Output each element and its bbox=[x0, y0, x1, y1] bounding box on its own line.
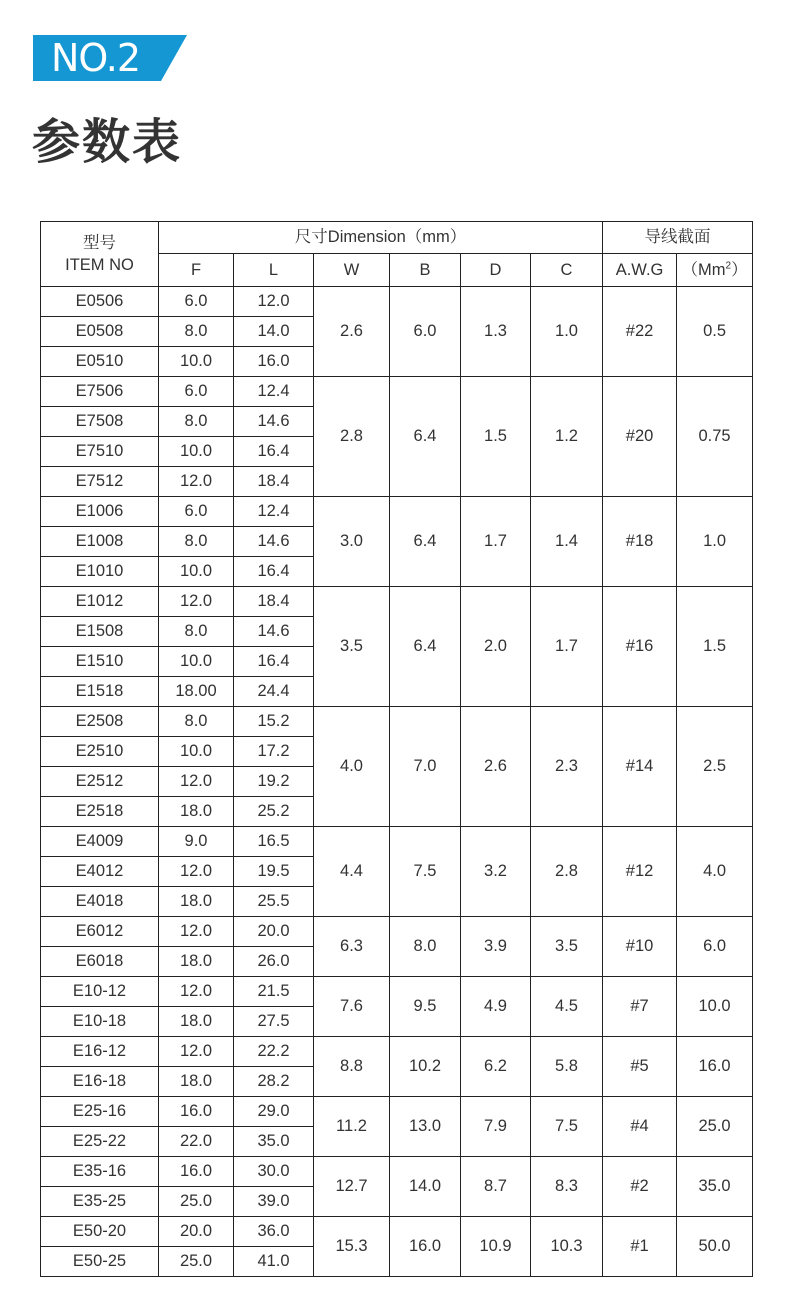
cell-d: 2.6 bbox=[461, 707, 531, 827]
cell-awg: #18 bbox=[603, 497, 677, 587]
cell-f: 12.0 bbox=[159, 467, 234, 497]
cell-d: 3.9 bbox=[461, 917, 531, 977]
cell-l: 35.0 bbox=[234, 1127, 314, 1157]
cell-item-no: E1518 bbox=[41, 677, 159, 707]
cell-mm2: 1.5 bbox=[677, 587, 753, 707]
cell-item-no: E1012 bbox=[41, 587, 159, 617]
cell-b: 9.5 bbox=[390, 977, 461, 1037]
cell-f: 10.0 bbox=[159, 737, 234, 767]
cell-f: 10.0 bbox=[159, 347, 234, 377]
cell-f: 12.0 bbox=[159, 917, 234, 947]
table-row bbox=[41, 827, 753, 857]
cell-item-no: E16-18 bbox=[41, 1067, 159, 1097]
table-row bbox=[41, 497, 753, 527]
page-title: 参数表 bbox=[32, 114, 183, 170]
cell-f: 8.0 bbox=[159, 527, 234, 557]
cell-f: 6.0 bbox=[159, 377, 234, 407]
cell-f: 12.0 bbox=[159, 767, 234, 797]
cell-awg: #1 bbox=[603, 1217, 677, 1277]
cell-f: 18.0 bbox=[159, 797, 234, 827]
cell-item-no: E7506 bbox=[41, 377, 159, 407]
cell-f: 18.0 bbox=[159, 1007, 234, 1037]
header-mm2-sup: 2 bbox=[725, 260, 732, 272]
cell-l: 21.5 bbox=[234, 977, 314, 1007]
cell-mm2: 25.0 bbox=[677, 1097, 753, 1157]
header-awg: A.W.G bbox=[603, 254, 677, 287]
cell-mm2: 35.0 bbox=[677, 1157, 753, 1217]
header-d: D bbox=[461, 254, 531, 287]
cell-w: 3.0 bbox=[314, 497, 390, 587]
cell-item-no: E0508 bbox=[41, 317, 159, 347]
table-row bbox=[41, 917, 753, 947]
cell-awg: #2 bbox=[603, 1157, 677, 1217]
cell-mm2: 50.0 bbox=[677, 1217, 753, 1277]
cell-awg: #7 bbox=[603, 977, 677, 1037]
cell-c: 3.5 bbox=[531, 917, 603, 977]
header-f: F bbox=[159, 254, 234, 287]
cell-item-no: E10-12 bbox=[41, 977, 159, 1007]
cell-c: 2.3 bbox=[531, 707, 603, 827]
cell-b: 6.4 bbox=[390, 377, 461, 497]
cell-f: 16.0 bbox=[159, 1157, 234, 1187]
section-badge bbox=[33, 35, 187, 81]
cell-item-no: E1008 bbox=[41, 527, 159, 557]
cell-w: 4.0 bbox=[314, 707, 390, 827]
cell-l: 29.0 bbox=[234, 1097, 314, 1127]
header-item-en: ITEM NO bbox=[65, 256, 134, 274]
cell-l: 16.5 bbox=[234, 827, 314, 857]
cell-item-no: E16-12 bbox=[41, 1037, 159, 1067]
cell-f: 25.0 bbox=[159, 1187, 234, 1217]
table-row bbox=[41, 377, 753, 407]
cell-c: 1.7 bbox=[531, 587, 603, 707]
cell-item-no: E4009 bbox=[41, 827, 159, 857]
cell-b: 6.4 bbox=[390, 587, 461, 707]
cell-l: 16.0 bbox=[234, 347, 314, 377]
cell-f: 20.0 bbox=[159, 1217, 234, 1247]
cell-b: 10.2 bbox=[390, 1037, 461, 1097]
cell-l: 14.0 bbox=[234, 317, 314, 347]
cell-item-no: E0510 bbox=[41, 347, 159, 377]
cell-l: 25.2 bbox=[234, 797, 314, 827]
cell-d: 7.9 bbox=[461, 1097, 531, 1157]
cell-l: 16.4 bbox=[234, 557, 314, 587]
cell-c: 1.4 bbox=[531, 497, 603, 587]
cell-awg: #20 bbox=[603, 377, 677, 497]
header-item-no bbox=[41, 222, 159, 287]
cell-mm2: 0.5 bbox=[677, 287, 753, 377]
cell-f: 6.0 bbox=[159, 287, 234, 317]
cell-awg: #10 bbox=[603, 917, 677, 977]
cell-f: 18.0 bbox=[159, 947, 234, 977]
cell-mm2: 6.0 bbox=[677, 917, 753, 977]
cell-awg: #12 bbox=[603, 827, 677, 917]
cell-l: 14.6 bbox=[234, 617, 314, 647]
cell-awg: #5 bbox=[603, 1037, 677, 1097]
cell-f: 8.0 bbox=[159, 407, 234, 437]
cell-l: 17.2 bbox=[234, 737, 314, 767]
cell-w: 6.3 bbox=[314, 917, 390, 977]
table-row bbox=[41, 1217, 753, 1247]
cell-d: 3.2 bbox=[461, 827, 531, 917]
cell-w: 2.8 bbox=[314, 377, 390, 497]
cell-d: 8.7 bbox=[461, 1157, 531, 1217]
cell-f: 22.0 bbox=[159, 1127, 234, 1157]
cell-l: 39.0 bbox=[234, 1187, 314, 1217]
cell-c: 8.3 bbox=[531, 1157, 603, 1217]
cell-item-no: E1006 bbox=[41, 497, 159, 527]
cell-l: 18.4 bbox=[234, 587, 314, 617]
cell-f: 8.0 bbox=[159, 617, 234, 647]
cell-c: 1.0 bbox=[531, 287, 603, 377]
cell-f: 18.0 bbox=[159, 1067, 234, 1097]
cell-w: 8.8 bbox=[314, 1037, 390, 1097]
cell-l: 16.4 bbox=[234, 437, 314, 467]
cell-c: 10.3 bbox=[531, 1217, 603, 1277]
cell-d: 1.7 bbox=[461, 497, 531, 587]
cell-item-no: E2508 bbox=[41, 707, 159, 737]
header-mm2-close: ） bbox=[731, 261, 748, 279]
cell-w: 7.6 bbox=[314, 977, 390, 1037]
cell-f: 10.0 bbox=[159, 557, 234, 587]
badge-label: NO.2 bbox=[51, 36, 141, 80]
cell-mm2: 2.5 bbox=[677, 707, 753, 827]
cell-l: 19.5 bbox=[234, 857, 314, 887]
cell-f: 18.0 bbox=[159, 887, 234, 917]
cell-c: 4.5 bbox=[531, 977, 603, 1037]
cell-l: 14.6 bbox=[234, 527, 314, 557]
table-row bbox=[41, 1097, 753, 1127]
cell-f: 8.0 bbox=[159, 707, 234, 737]
cell-w: 15.3 bbox=[314, 1217, 390, 1277]
cell-mm2: 10.0 bbox=[677, 977, 753, 1037]
cell-mm2: 16.0 bbox=[677, 1037, 753, 1097]
header-mm2 bbox=[677, 254, 753, 287]
cell-item-no: E6018 bbox=[41, 947, 159, 977]
cell-w: 4.4 bbox=[314, 827, 390, 917]
cell-f: 12.0 bbox=[159, 977, 234, 1007]
cell-awg: #22 bbox=[603, 287, 677, 377]
cell-l: 36.0 bbox=[234, 1217, 314, 1247]
cell-item-no: E0506 bbox=[41, 287, 159, 317]
cell-w: 12.7 bbox=[314, 1157, 390, 1217]
cell-f: 12.0 bbox=[159, 857, 234, 887]
cell-l: 19.2 bbox=[234, 767, 314, 797]
cell-l: 26.0 bbox=[234, 947, 314, 977]
cell-b: 6.4 bbox=[390, 497, 461, 587]
cell-item-no: E1510 bbox=[41, 647, 159, 677]
cell-mm2: 4.0 bbox=[677, 827, 753, 917]
cell-item-no: E1010 bbox=[41, 557, 159, 587]
cell-item-no: E35-25 bbox=[41, 1187, 159, 1217]
parameter-table bbox=[40, 221, 753, 1277]
cell-item-no: E25-16 bbox=[41, 1097, 159, 1127]
header-wire-section: 导线截面 bbox=[603, 222, 753, 254]
cell-f: 18.00 bbox=[159, 677, 234, 707]
cell-f: 10.0 bbox=[159, 647, 234, 677]
cell-item-no: E35-16 bbox=[41, 1157, 159, 1187]
cell-c: 2.8 bbox=[531, 827, 603, 917]
cell-item-no: E6012 bbox=[41, 917, 159, 947]
table-row bbox=[41, 707, 753, 737]
cell-awg: #16 bbox=[603, 587, 677, 707]
cell-l: 15.2 bbox=[234, 707, 314, 737]
table-row bbox=[41, 977, 753, 1007]
cell-item-no: E1508 bbox=[41, 617, 159, 647]
cell-b: 14.0 bbox=[390, 1157, 461, 1217]
cell-item-no: E50-25 bbox=[41, 1247, 159, 1277]
cell-b: 8.0 bbox=[390, 917, 461, 977]
cell-d: 6.2 bbox=[461, 1037, 531, 1097]
cell-item-no: E7510 bbox=[41, 437, 159, 467]
cell-item-no: E50-20 bbox=[41, 1217, 159, 1247]
cell-d: 4.9 bbox=[461, 977, 531, 1037]
cell-mm2: 0.75 bbox=[677, 377, 753, 497]
cell-item-no: E25-22 bbox=[41, 1127, 159, 1157]
cell-w: 11.2 bbox=[314, 1097, 390, 1157]
cell-f: 12.0 bbox=[159, 587, 234, 617]
cell-l: 22.2 bbox=[234, 1037, 314, 1067]
cell-d: 2.0 bbox=[461, 587, 531, 707]
cell-l: 41.0 bbox=[234, 1247, 314, 1277]
cell-b: 6.0 bbox=[390, 287, 461, 377]
cell-l: 18.4 bbox=[234, 467, 314, 497]
cell-l: 12.4 bbox=[234, 497, 314, 527]
cell-f: 16.0 bbox=[159, 1097, 234, 1127]
cell-f: 10.0 bbox=[159, 437, 234, 467]
cell-item-no: E7508 bbox=[41, 407, 159, 437]
table-body bbox=[41, 287, 753, 1277]
cell-d: 1.3 bbox=[461, 287, 531, 377]
cell-item-no: E2518 bbox=[41, 797, 159, 827]
cell-item-no: E10-18 bbox=[41, 1007, 159, 1037]
header-mm2-text: （Mm bbox=[681, 261, 726, 279]
cell-f: 12.0 bbox=[159, 1037, 234, 1067]
cell-d: 10.9 bbox=[461, 1217, 531, 1277]
header-item-cn: 型号 bbox=[83, 234, 116, 252]
cell-c: 7.5 bbox=[531, 1097, 603, 1157]
cell-l: 24.4 bbox=[234, 677, 314, 707]
cell-l: 27.5 bbox=[234, 1007, 314, 1037]
cell-f: 25.0 bbox=[159, 1247, 234, 1277]
header-l: L bbox=[234, 254, 314, 287]
cell-b: 7.5 bbox=[390, 827, 461, 917]
cell-item-no: E2512 bbox=[41, 767, 159, 797]
cell-c: 1.2 bbox=[531, 377, 603, 497]
cell-item-no: E2510 bbox=[41, 737, 159, 767]
cell-item-no: E7512 bbox=[41, 467, 159, 497]
cell-b: 7.0 bbox=[390, 707, 461, 827]
cell-awg: #14 bbox=[603, 707, 677, 827]
table-row bbox=[41, 1037, 753, 1067]
cell-l: 20.0 bbox=[234, 917, 314, 947]
header-w: W bbox=[314, 254, 390, 287]
cell-b: 16.0 bbox=[390, 1217, 461, 1277]
cell-l: 30.0 bbox=[234, 1157, 314, 1187]
table-row bbox=[41, 1157, 753, 1187]
cell-c: 5.8 bbox=[531, 1037, 603, 1097]
header-dimension: 尺寸Dimension（mm） bbox=[159, 222, 603, 254]
cell-b: 13.0 bbox=[390, 1097, 461, 1157]
cell-w: 2.6 bbox=[314, 287, 390, 377]
cell-l: 28.2 bbox=[234, 1067, 314, 1097]
cell-l: 16.4 bbox=[234, 647, 314, 677]
table-row bbox=[41, 287, 753, 317]
cell-w: 3.5 bbox=[314, 587, 390, 707]
cell-f: 6.0 bbox=[159, 497, 234, 527]
header-c: C bbox=[531, 254, 603, 287]
cell-d: 1.5 bbox=[461, 377, 531, 497]
cell-item-no: E4012 bbox=[41, 857, 159, 887]
cell-awg: #4 bbox=[603, 1097, 677, 1157]
cell-mm2: 1.0 bbox=[677, 497, 753, 587]
cell-item-no: E4018 bbox=[41, 887, 159, 917]
cell-l: 12.4 bbox=[234, 377, 314, 407]
cell-l: 14.6 bbox=[234, 407, 314, 437]
header-b: B bbox=[390, 254, 461, 287]
cell-l: 25.5 bbox=[234, 887, 314, 917]
cell-f: 9.0 bbox=[159, 827, 234, 857]
table-row bbox=[41, 587, 753, 617]
cell-l: 12.0 bbox=[234, 287, 314, 317]
cell-f: 8.0 bbox=[159, 317, 234, 347]
